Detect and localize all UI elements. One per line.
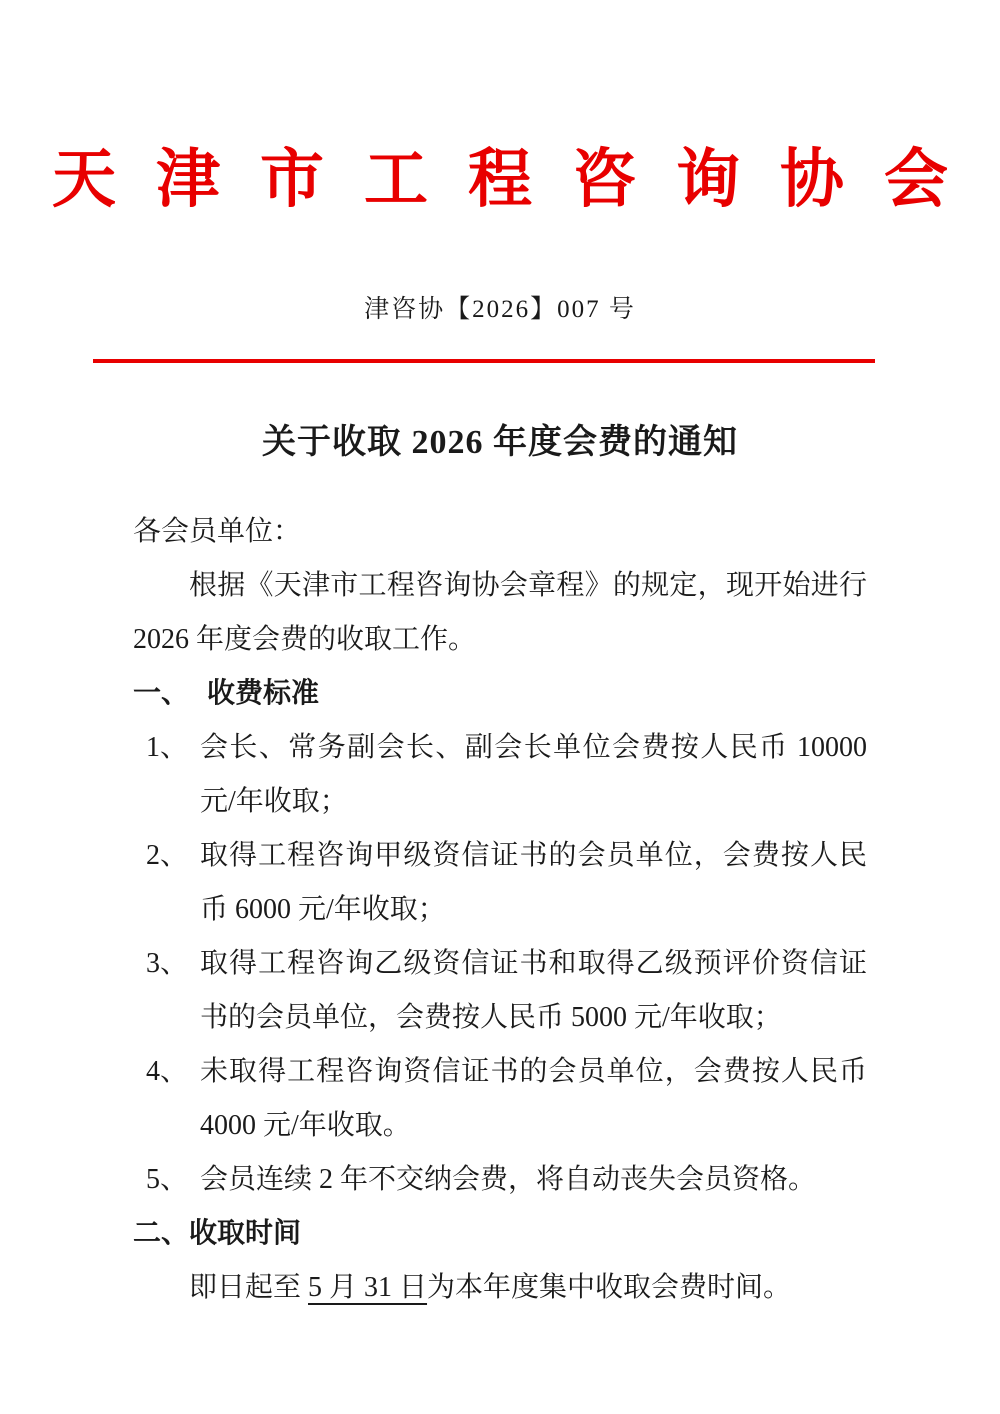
- section2-heading: [133, 1207, 867, 1261]
- section2-label: 收取时间: [189, 1218, 302, 1250]
- intro-paragraph: 根据《天津市工程咨询协会章程》的规定，现开始进行 2026 年度会费的收取工作。: [133, 570, 867, 656]
- fee-item-2-text: 取得工程咨询甲级资信证书的会员单位，会费按人民币 6000 元/年收取；: [200, 840, 867, 926]
- document-body: [133, 505, 867, 1315]
- fee-item-1: [133, 721, 867, 829]
- section1-label: 收费标准: [207, 678, 320, 710]
- deadline-date: 5 月 31 日: [308, 1272, 428, 1304]
- section1-heading: [133, 667, 867, 721]
- salutation: 各会员单位：: [133, 516, 302, 548]
- org-letterhead-title: 天 津 市 工 程 咨 询 协 会: [52, 144, 960, 215]
- fee-item-2: [133, 829, 867, 937]
- doc-number: 津咨协【2026】007 号: [364, 296, 636, 324]
- fee-item-1-text: 会长、常务副会长、副会长单位会费按人民币 10000 元/年收取；: [200, 732, 867, 818]
- fee-item-3-text: 取得工程咨询乙级资信证书和取得乙级预评价资信证书的会员单位，会费按人民币 5000 元/年收取；: [200, 948, 867, 1034]
- fee-item-3: [133, 937, 867, 1045]
- fee-item-5-number: 5、: [146, 1164, 189, 1196]
- section2-number: 二、: [133, 1218, 190, 1250]
- fee-item-5: [133, 1153, 867, 1207]
- deadline-paragraph: [133, 1261, 867, 1315]
- section1-number: 一、: [133, 678, 190, 710]
- document-title: 关于收取 2026 年度会费的通知: [262, 424, 738, 462]
- deadline-text-after: 为本年度集中收取会费时间。: [427, 1272, 792, 1304]
- fee-item-2-number: 2、: [146, 840, 189, 872]
- fee-item-3-number: 3、: [146, 948, 189, 980]
- fee-item-1-number: 1、: [146, 732, 189, 764]
- red-divider-line: [93, 359, 875, 363]
- fee-item-5-text: 会员连续 2 年不交纳会费，将自动丧失会员资格。: [200, 1164, 817, 1196]
- fee-item-4: [133, 1045, 867, 1153]
- fee-item-4-number: 4、: [146, 1056, 189, 1088]
- deadline-text-before: 即日起至: [189, 1272, 309, 1304]
- fee-item-4-text: 未取得工程咨询资信证书的会员单位，会费按人民币 4000 元/年收取。: [200, 1056, 867, 1142]
